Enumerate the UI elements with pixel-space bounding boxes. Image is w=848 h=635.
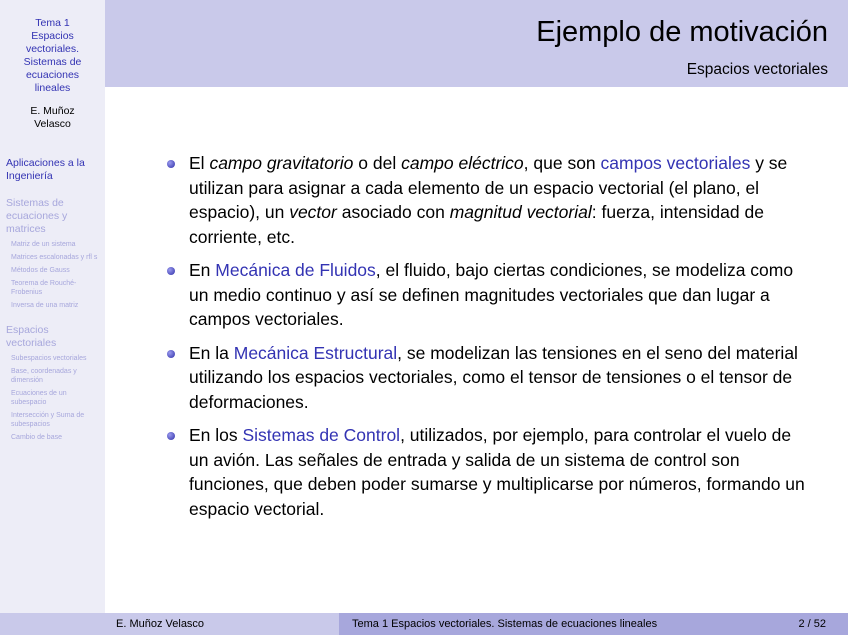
sidebar-section-sistemas[interactable]: Sistemas de ecuaciones y matrices	[6, 197, 68, 235]
mecanica-fluidos-link[interactable]: Mecánica de Fluidos	[215, 260, 376, 280]
slide-content	[165, 151, 805, 530]
bullet-item	[165, 423, 805, 521]
footer-talk-title[interactable]: Tema 1 Espacios vectoriales. Sistemas de ecuaciones lineales	[352, 618, 658, 630]
sidebar-subsection[interactable]: Ecuaciones de un subespacio	[11, 390, 67, 406]
mecanica-estructural-link[interactable]: Mecánica Estructural	[233, 342, 398, 363]
footer-title-box	[339, 613, 848, 635]
sidebar-subsection[interactable]: Matrices escalonadas y rfl s	[11, 254, 98, 261]
frame-title: Ejemplo de motivación	[536, 16, 828, 48]
bullet-item	[165, 151, 805, 249]
bullet-ball-icon	[167, 432, 175, 440]
bullet-text: El campo gravitatorio o del campo eléctrico, que son campos vectoriales y se utilizan para asignar a cada elemento de un espacio vectorial (el plano, el espacio), un vector asociado con magnitud vectorial: fuerza, intensidad de corriente, etc.	[189, 153, 788, 247]
sistemas-control-link[interactable]: Sistemas de Control	[242, 425, 401, 445]
bullet-item	[165, 258, 805, 332]
sidebar-subsection[interactable]: Subespacios vectoriales	[11, 355, 87, 362]
bullet-ball-icon	[167, 267, 175, 275]
footer-author[interactable]: E. Muñoz Velasco	[116, 618, 205, 630]
sidebar-talk-title[interactable]: Tema 1 Espacios vectoriales. Sistemas de ecuaciones lineales	[23, 17, 82, 94]
sidebar-author[interactable]: E. Muñoz Velasco	[30, 105, 75, 130]
sidebar-subsection[interactable]: Base, coordenadas y dimensión	[11, 368, 77, 384]
bullet-ball-icon	[167, 350, 175, 358]
sidebar-section-aplicaciones[interactable]: Aplicaciones a la Ingeniería	[6, 157, 85, 182]
sidebar-subsection[interactable]: Cambio de base	[11, 434, 62, 441]
footer	[0, 613, 848, 635]
frame-subtitle: Espacios vectoriales	[686, 61, 828, 78]
bullet-item	[165, 341, 805, 415]
bullet-text: En la Mecánica Estructural, se modelizan las tensiones en el seno del material utilizando los espacios vectoriales, como el tensor de tensiones o el tensor de deformaciones.	[189, 342, 798, 412]
sidebar-subsection[interactable]: Intersección y Suma de subespacios	[11, 412, 85, 428]
sidebar-section-espacios[interactable]: Espacios vectoriales	[6, 324, 57, 349]
frame-header	[105, 0, 848, 87]
sidebar-subsection[interactable]: Matriz de un sistema	[11, 241, 76, 248]
sidebar-subsection[interactable]: Métodos de Gauss	[11, 267, 70, 274]
bullet-text: En los Sistemas de Control, utilizados, por ejemplo, para controlar el vuelo de un avión. Las señales de entrada y salida de un sistema de control son funciones, que deben poder sumarse y multiplicarse por números, formando un espacio vectorial.	[189, 425, 805, 519]
sidebar-subsection[interactable]: Teorema de Rouché-Frobenius	[11, 280, 77, 296]
sidebar-subsection[interactable]: Inversa de una matriz	[11, 302, 79, 309]
bullet-text: En Mecánica de Fluidos, el fluido, bajo ciertas condiciones, se modeliza como un medio continuo y así se definen magnitudes vectoriales que dan lugar a campos vectoriales.	[189, 260, 794, 329]
sidebar	[0, 0, 105, 613]
campos-vectoriales-link[interactable]: campos vectoriales	[600, 153, 751, 173]
footer-page-number: 2 / 52	[798, 618, 826, 630]
bullet-ball-icon	[167, 160, 175, 168]
footer-author-box	[0, 613, 339, 635]
